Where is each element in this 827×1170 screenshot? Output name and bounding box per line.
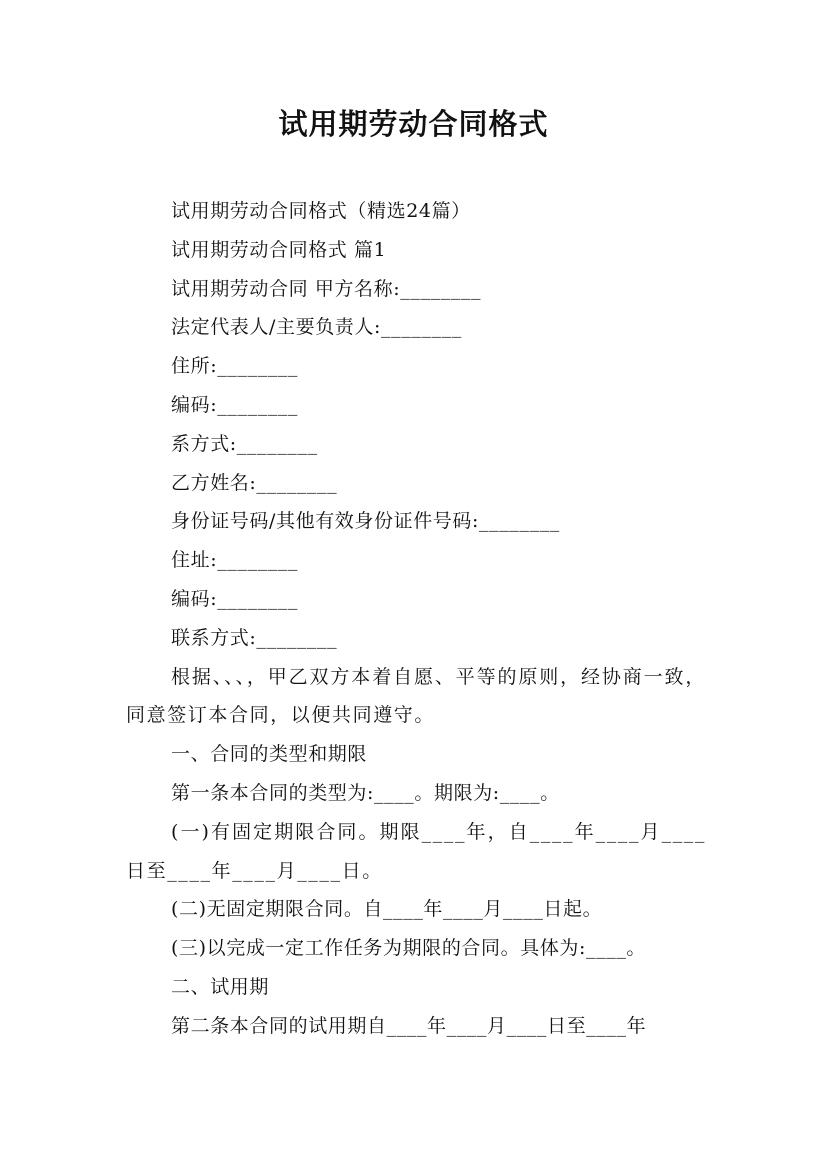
paragraph-intro: 根据、、、，甲乙双方本着自愿、平等的原则，经协商一致，同意签订本合同，以便共同遵守。 [126, 665, 706, 727]
text-line: 住所:________ [171, 355, 299, 378]
text-line: 住址:________ [171, 549, 299, 572]
text-line: 身份证号码/其他有效身份证件号码:________ [171, 510, 560, 533]
clause-text: (三)以完成一定工作任务为期限的合同。具体为:____。 [171, 937, 647, 960]
article-text: 第二条本合同的试用期自____年____月____日至____年 [171, 1014, 647, 1037]
article-text: 第一条本合同的类型为:____。期限为:____。 [171, 781, 560, 804]
text-line: 试用期劳动合同格式 篇1 [171, 238, 387, 261]
clause-text: (二)无固定期限合同。自____年____月____日起。 [171, 898, 603, 921]
clause-text: (一)有固定期限合同。期限____年，自____年____月____日至____年____月____日。 [126, 820, 706, 882]
text-line: 联系方式:________ [171, 626, 338, 649]
section-heading: 二、试用期 [171, 975, 270, 998]
section-heading: 一、合同的类型和期限 [171, 743, 368, 766]
text-line: 系方式:________ [171, 432, 318, 455]
text-line: 试用期劳动合同格式（精选24篇） [171, 200, 471, 222]
document-title: 试用期劳动合同格式 [278, 107, 549, 141]
text-line: 乙方姓名:________ [171, 471, 338, 494]
text-line: 试用期劳动合同 甲方名称:________ [171, 277, 482, 300]
text-line: 法定代表人/主要负责人:________ [171, 316, 462, 339]
document-body [126, 192, 706, 1046]
text-line: 编码:________ [171, 587, 299, 610]
text-line: 编码:________ [171, 393, 299, 416]
